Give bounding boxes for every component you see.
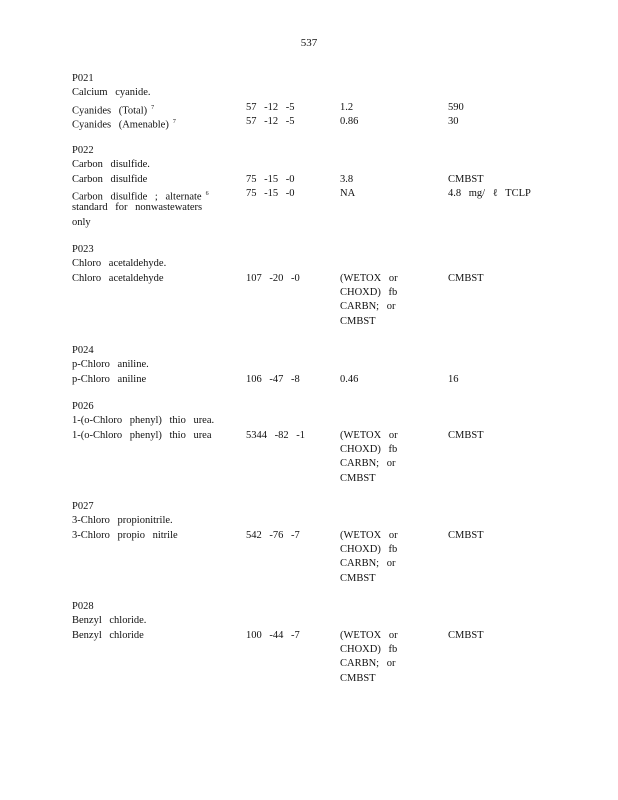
wastewater-standard: CHOXD) fb xyxy=(340,543,398,555)
constituent-name: Cyanides (Amenable) $^7$ xyxy=(72,118,176,131)
wastewater-standard: CHOXD) fb xyxy=(340,443,398,455)
constituent-name: 1-(o-Chloro phenyl) thio urea xyxy=(72,429,212,441)
waste-title: p-Chloro aniline. xyxy=(72,359,149,371)
nonwastewater-standard: CMBST xyxy=(448,173,484,185)
waste-title: 3-Chloro propionitrile. xyxy=(72,515,173,527)
constituent-name: 3-Chloro propio nitrile xyxy=(72,529,178,541)
nonwastewater-standard: CMBST xyxy=(448,529,484,541)
page-number: 537 xyxy=(300,37,318,49)
wastewater-standard: CARBN; or xyxy=(340,301,396,313)
waste-title: Calcium cyanide. xyxy=(72,87,151,99)
wastewater-standard: CARBN; or xyxy=(340,558,396,570)
cas-number: 75 -15 -0 xyxy=(246,173,295,185)
constituent-name: Carbon disulfide ; alternate $^6$ xyxy=(72,190,209,203)
wastewater-standard: (WETOX or xyxy=(340,529,398,541)
constituent-name: Benzyl chloride xyxy=(72,629,144,641)
cas-number: 107 -20 -0 xyxy=(246,272,300,284)
constituent-name: Chloro acetaldehyde xyxy=(72,272,164,284)
constituent-name: p-Chloro aniline xyxy=(72,373,147,385)
nonwastewater-standard: 590 xyxy=(448,101,464,113)
cas-number: 57 -12 -5 xyxy=(246,101,295,113)
wastewater-standard: CHOXD) fb xyxy=(340,643,398,655)
wastewater-standard: CMBST xyxy=(340,315,376,327)
nonwastewater-standard: 16 xyxy=(448,373,459,385)
wastewater-standard: 0.86 xyxy=(340,115,359,127)
wastewater-standard: (WETOX or xyxy=(340,429,398,441)
waste-code: P023 xyxy=(72,244,94,255)
wastewater-standard: (WETOX or xyxy=(340,629,398,641)
waste-code: P026 xyxy=(72,401,94,412)
cas-number: 75 -15 -0 xyxy=(246,187,295,199)
waste-title: Carbon disulfide. xyxy=(72,159,150,171)
wastewater-standard: NA xyxy=(340,187,356,199)
constituent-name: Carbon disulfide xyxy=(72,173,148,185)
waste-code: P028 xyxy=(72,601,94,612)
footnote-ref: 6 xyxy=(205,190,209,197)
wastewater-standard: CARBN; or xyxy=(340,658,396,670)
wastewater-standard: (WETOX or xyxy=(340,272,398,284)
waste-code: P027 xyxy=(72,501,94,512)
waste-code: P021 xyxy=(72,73,94,84)
wastewater-standard: CHOXD) fb xyxy=(340,286,398,298)
cas-number: 106 -47 -8 xyxy=(246,373,300,385)
wastewater-standard: CMBST xyxy=(340,672,376,684)
nonwastewater-standard: CMBST xyxy=(448,629,484,641)
nonwastewater-standard: 4.8 mg/ ℓ TCLP xyxy=(448,187,531,199)
constituent-name: Cyanides (Total) $^7$ xyxy=(72,104,155,117)
nonwastewater-standard: CMBST xyxy=(448,272,484,284)
nonwastewater-standard: 30 xyxy=(448,115,459,127)
cas-number: 100 -44 -7 xyxy=(246,629,300,641)
wastewater-standard: 0.46 xyxy=(340,373,359,385)
cas-number: 542 -76 -7 xyxy=(246,529,300,541)
wastewater-standard: CMBST xyxy=(340,572,376,584)
waste-title: Benzyl chloride. xyxy=(72,615,147,627)
nonwastewater-standard: CMBST xyxy=(448,429,484,441)
footnote-ref: 7 xyxy=(151,104,155,111)
waste-title: 1-(o-Chloro phenyl) thio urea. xyxy=(72,415,215,427)
wastewater-standard: CARBN; or xyxy=(340,458,396,470)
footnote-ref: 7 xyxy=(172,118,176,125)
constituent-name: only xyxy=(72,216,91,228)
cas-number: 5344 -82 -1 xyxy=(246,429,305,441)
wastewater-standard: 3.8 xyxy=(340,173,354,185)
wastewater-standard: CMBST xyxy=(340,472,376,484)
waste-code: P022 xyxy=(72,145,94,156)
wastewater-standard: 1.2 xyxy=(340,101,354,113)
waste-code: P024 xyxy=(72,345,94,356)
waste-title: Chloro acetaldehyde. xyxy=(72,258,167,270)
constituent-name: standard for nonwastewaters xyxy=(72,202,203,214)
cas-number: 57 -12 -5 xyxy=(246,115,295,127)
